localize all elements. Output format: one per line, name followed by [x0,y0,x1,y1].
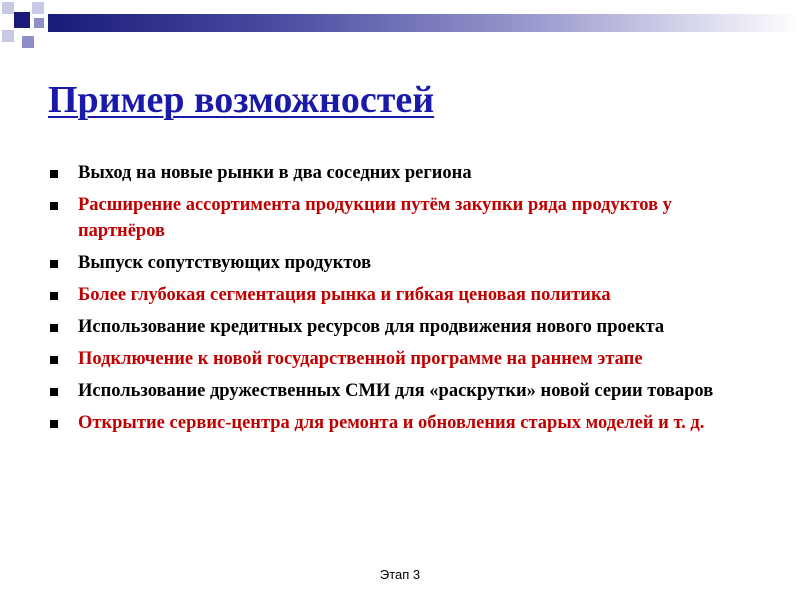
bullet-item [48,314,738,340]
bullet-item [48,410,738,436]
bullet-item [48,192,738,244]
square-bullet-icon [50,202,58,210]
bullet-item [48,160,738,186]
header-gradient-bar [48,14,800,32]
bullet-text: Открытие сервис-центра для ремонта и обновления старых моделей и т. д. [78,413,705,433]
decor-square [2,2,14,14]
square-bullet-icon [50,420,58,428]
bullet-text: Расширение ассортимента продукции путём закупки ряда продуктов у партнёров [78,195,672,241]
bullet-text: Использование дружественных СМИ для «раскрутки» новой серии товаров [78,381,714,401]
square-bullet-icon [50,170,58,178]
slide-footer: Этап 3 [379,567,421,582]
slide-title: Пример возможностей [48,79,435,121]
square-bullet-icon [50,324,58,332]
decor-square [34,18,44,28]
bullet-text: Выход на новые рынки в два соседних региона [78,163,472,183]
square-bullet-icon [50,292,58,300]
bullet-item [48,378,738,404]
bullet-text: Выпуск сопутствующих продуктов [78,253,372,273]
square-bullet-icon [50,356,58,364]
square-bullet-icon [50,388,58,396]
bullet-item [48,250,738,276]
bullet-item [48,282,738,308]
bullet-text: Использование кредитных ресурсов для продвижения нового проекта [78,317,665,337]
bullet-item [48,346,738,372]
bullet-text: Более глубокая сегментация рынка и гибкая ценовая политика [78,285,611,305]
bullet-text: Подключение к новой государственной программе на раннем этапе [78,349,643,369]
decor-square [32,2,44,14]
bullet-list [48,160,738,442]
decor-square [2,30,14,42]
decor-square [22,36,34,48]
decor-square [14,12,30,28]
square-bullet-icon [50,260,58,268]
